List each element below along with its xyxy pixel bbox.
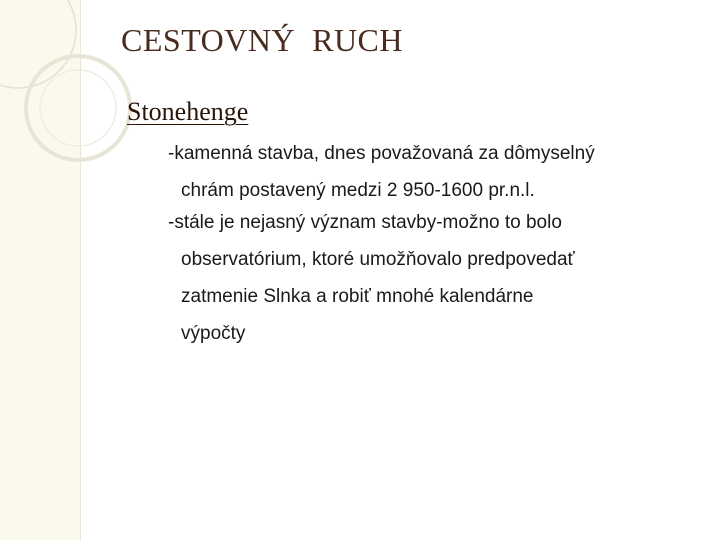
deco-ring-small: [26, 56, 130, 160]
section-heading: Stonehenge: [127, 97, 249, 126]
bullet-line: výpočty: [181, 323, 246, 344]
bullet-line: -stále je nejasný význam stavby-možno to bolo: [168, 212, 562, 233]
bullet-item: [168, 135, 688, 209]
deco-ring-inner: [40, 70, 116, 146]
bullet-line: chrám postavený medzi 2 950-1600 pr.n.l.: [181, 180, 535, 201]
bullet-line: -kamenná stavba, dnes považovaná za dômyselný: [168, 143, 595, 164]
bullet-line: observatórium, ktoré umožňovalo predpovedať: [181, 249, 575, 270]
page-title: CESTOVNÝ RUCH: [121, 22, 403, 58]
bullet-item: [168, 204, 688, 352]
bullet-line: zatmenie Slnka a robiť mnohé kalendárne: [181, 286, 534, 307]
